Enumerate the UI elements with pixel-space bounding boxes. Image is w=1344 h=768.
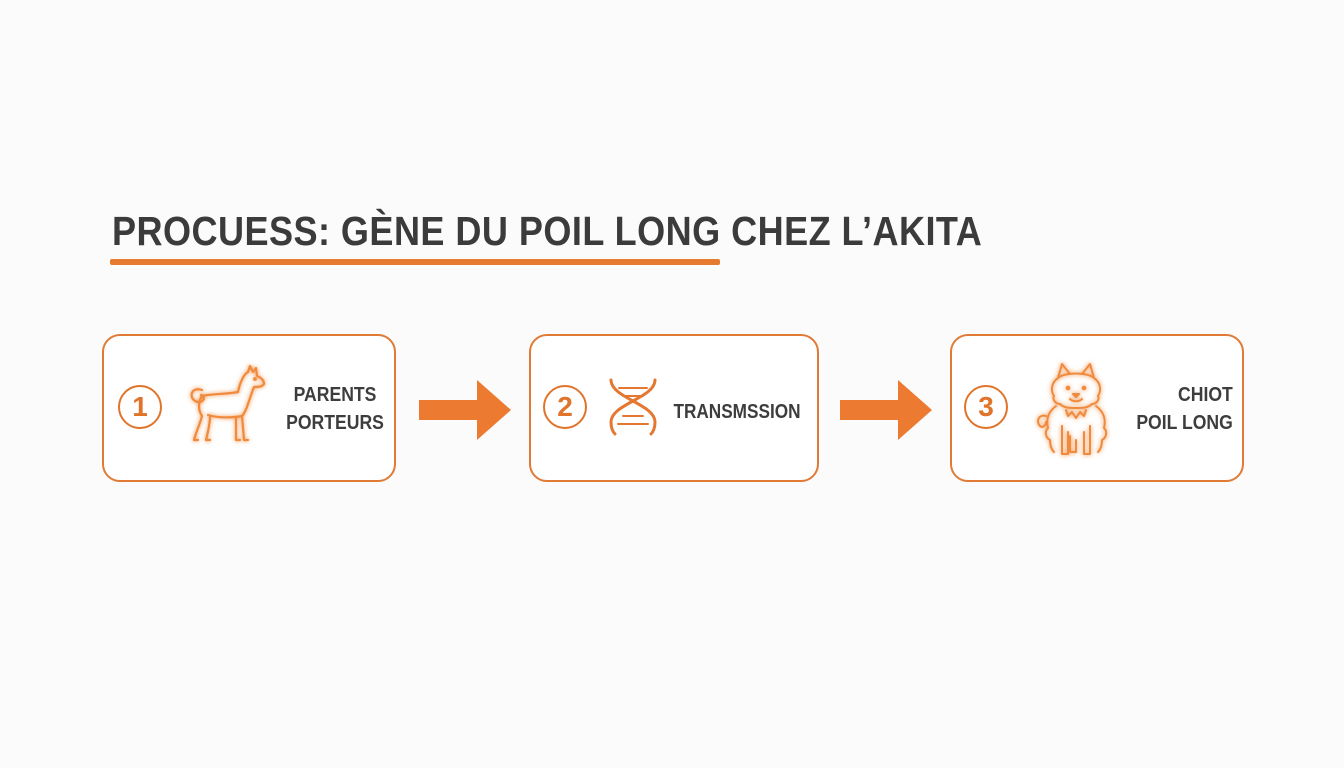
step-2-box [529,334,819,482]
page-title: PROCUESS: GÈNE DU POIL LONG CHEZ L’AKITA [112,208,983,254]
step-2-number: 2 [543,385,587,429]
step-3-number: 3 [964,385,1008,429]
step-3-label: CHIOT POIL LONG [1136,384,1233,434]
title-underline [110,259,720,265]
dna-helix-icon [605,376,663,438]
step-1-label: PARENTS PORTEURS [286,384,384,434]
step-2-label: TRANSMSSION [673,401,801,423]
step-1-number: 1 [118,385,162,429]
akita-dog-icon [176,360,272,456]
fluffy-puppy-icon [1032,356,1120,464]
right-arrow-icon [419,380,511,445]
step-1-box [102,334,396,482]
right-arrow-icon [840,380,932,445]
step-3-box [950,334,1244,482]
